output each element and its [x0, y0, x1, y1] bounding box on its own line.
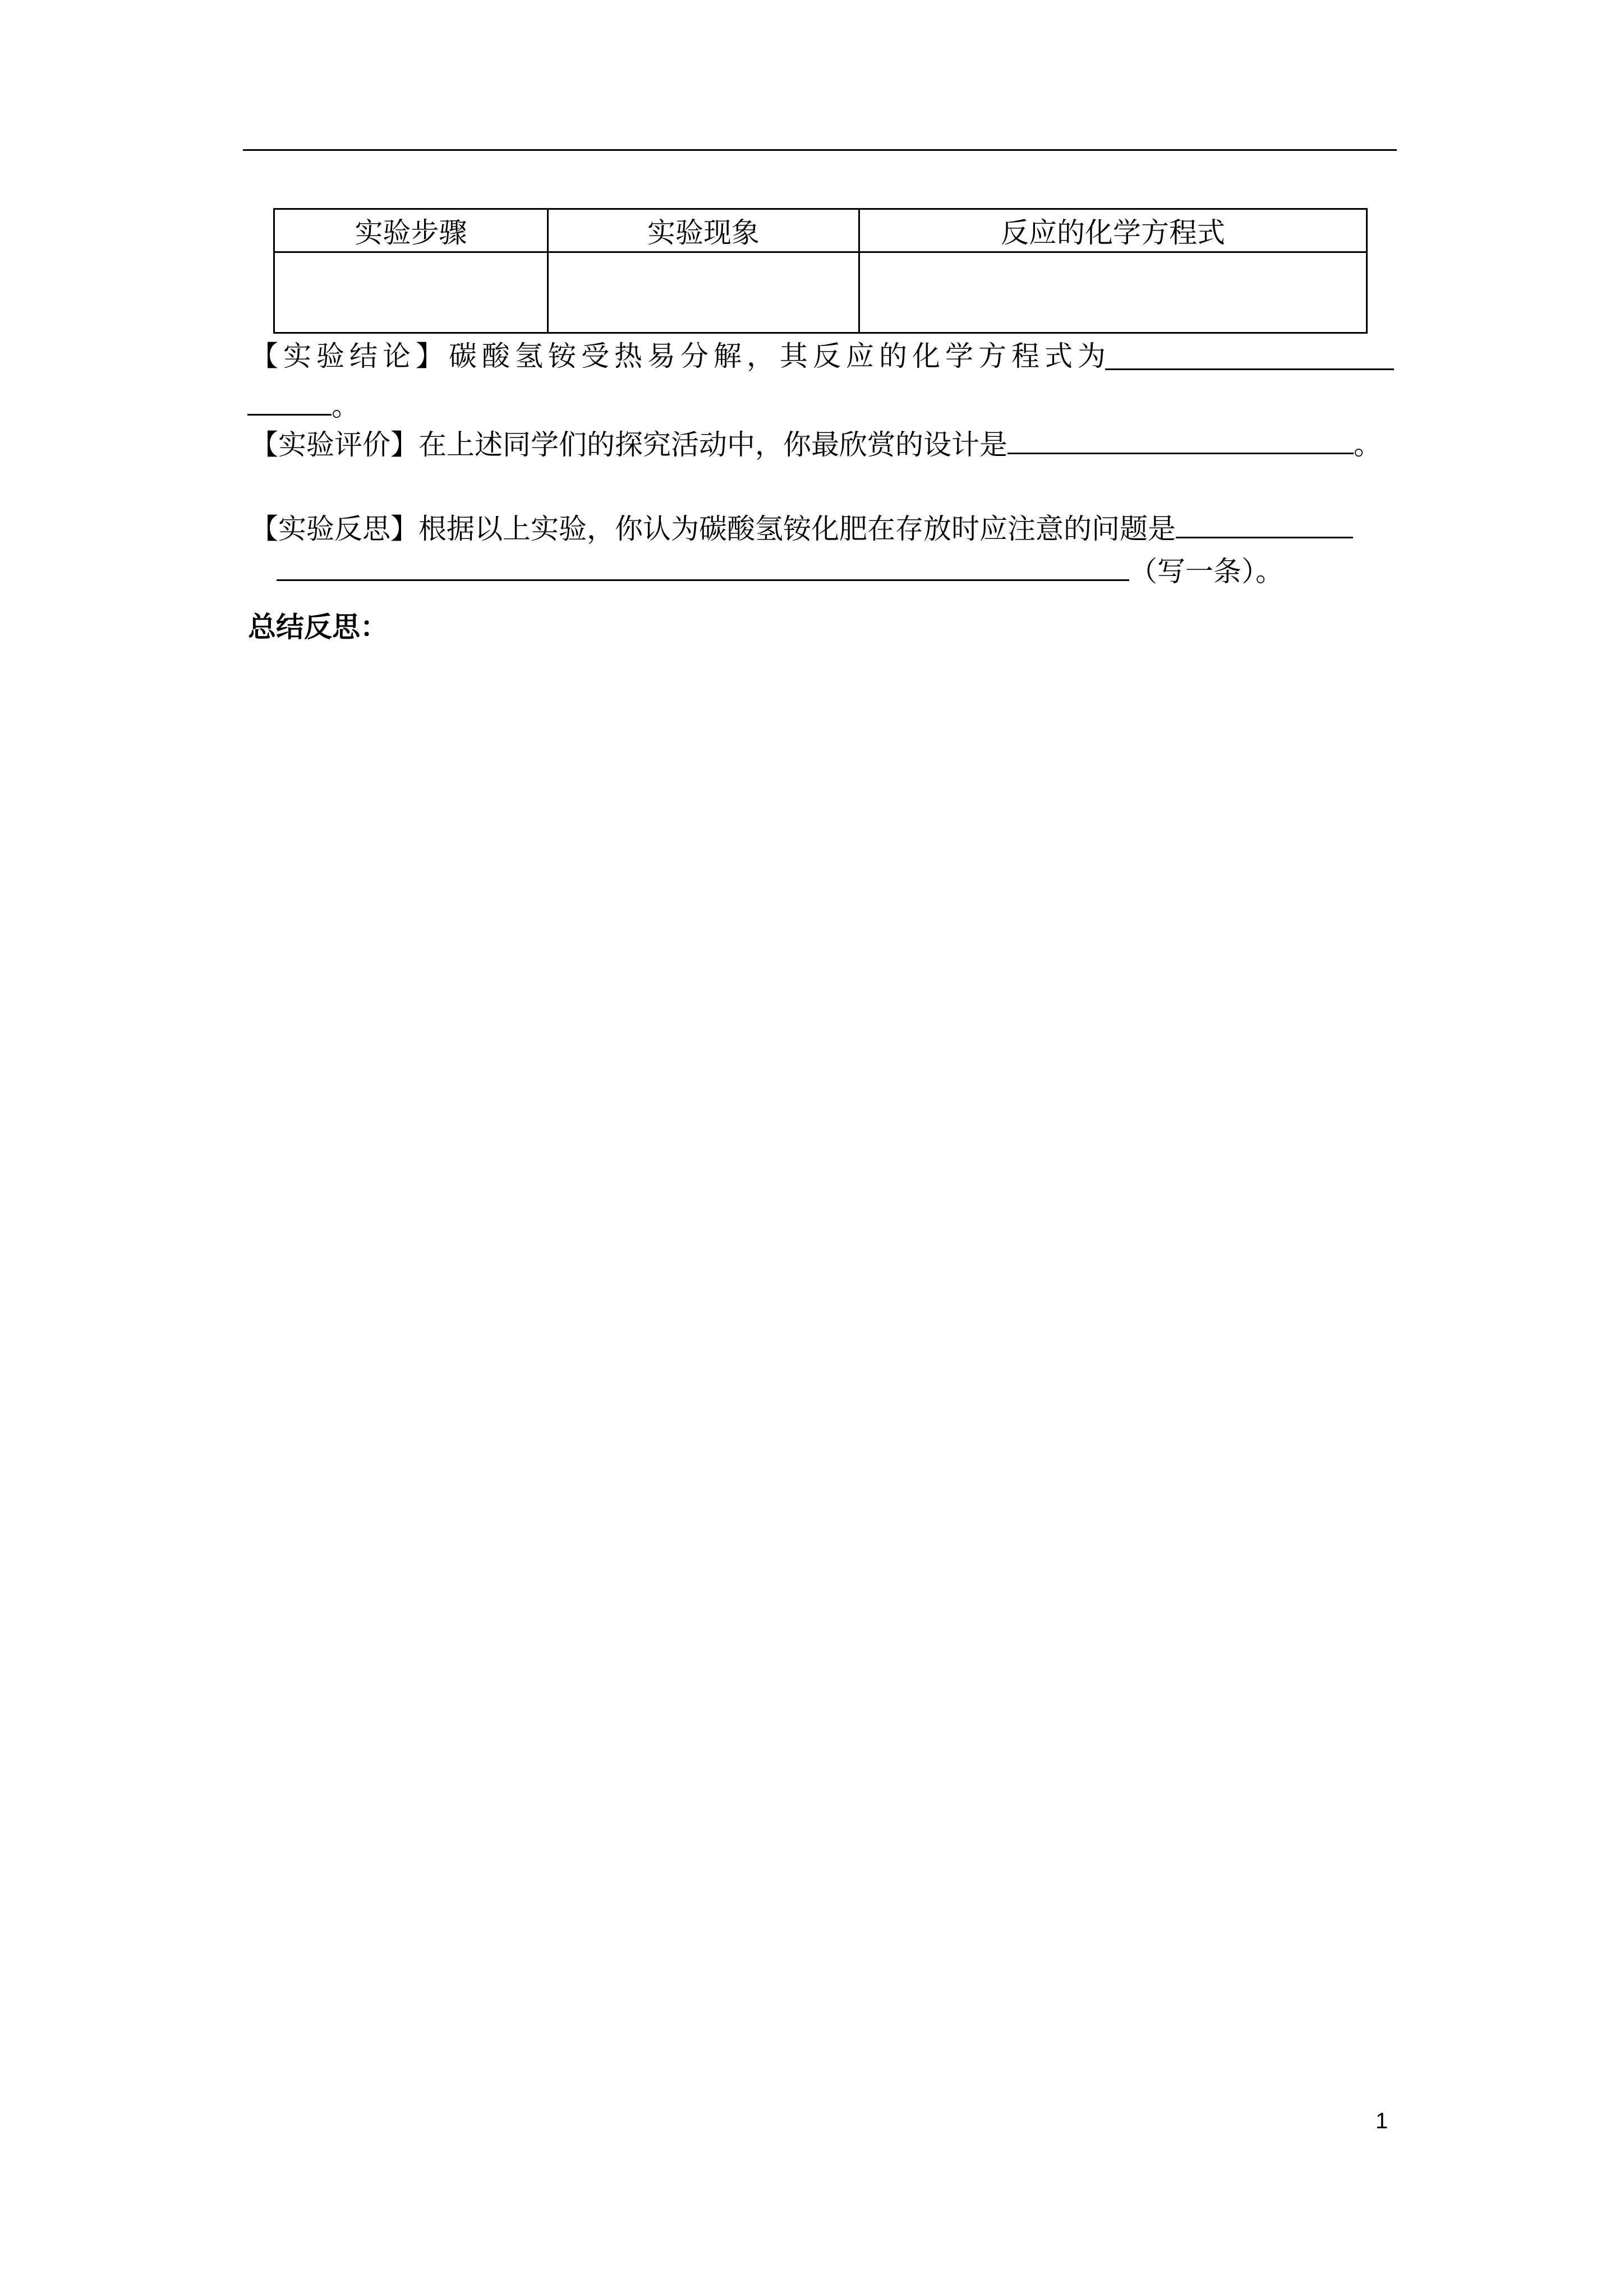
- conclusion-line-2: [247, 385, 360, 423]
- table-cell-steps[interactable]: [274, 252, 548, 333]
- page-number: 1: [1375, 2109, 1388, 2133]
- table-header-row: [274, 209, 1367, 252]
- conclusion-line: [250, 339, 1111, 373]
- conclusion-blank-1[interactable]: [1105, 339, 1394, 370]
- table-header-phenomena: 实验现象: [548, 209, 859, 252]
- conclusion-text: 碳酸氢铵受热易分解，其反应的化学方程式为: [449, 340, 1111, 372]
- reflection-label: 【实验反思】: [250, 513, 418, 545]
- table-header-equation: 反应的化学方程式: [859, 209, 1367, 252]
- reflection-line: [250, 508, 1353, 546]
- reflection-line-2: [277, 550, 1283, 588]
- evaluation-end: 。: [1354, 428, 1382, 461]
- conclusion-label: 【实验结论】: [250, 340, 449, 372]
- table-cell-phenomena[interactable]: [548, 252, 859, 333]
- conclusion-blank-2[interactable]: [247, 385, 332, 416]
- reflection-blank-2[interactable]: [277, 550, 1129, 581]
- evaluation-blank[interactable]: [1007, 423, 1354, 454]
- reflection-blank-1[interactable]: [1176, 508, 1353, 538]
- conclusion-end: 。: [332, 390, 360, 422]
- reflection-suffix: （写一条）。: [1129, 555, 1283, 588]
- header-rule: [243, 149, 1397, 151]
- reflection-text: 根据以上实验，你认为碳酸氢铵化肥在存放时应注意的问题是: [418, 513, 1176, 545]
- evaluation-line: [250, 423, 1382, 462]
- table-header-steps: 实验步骤: [274, 209, 548, 252]
- experiment-table: [273, 208, 1368, 334]
- summary-heading: 总结反思：: [248, 611, 388, 643]
- table-row: [274, 252, 1367, 333]
- evaluation-label: 【实验评价】: [250, 428, 418, 461]
- evaluation-text: 在上述同学们的探究活动中，你最欣赏的设计是: [418, 428, 1007, 461]
- table-cell-equation[interactable]: [859, 252, 1367, 333]
